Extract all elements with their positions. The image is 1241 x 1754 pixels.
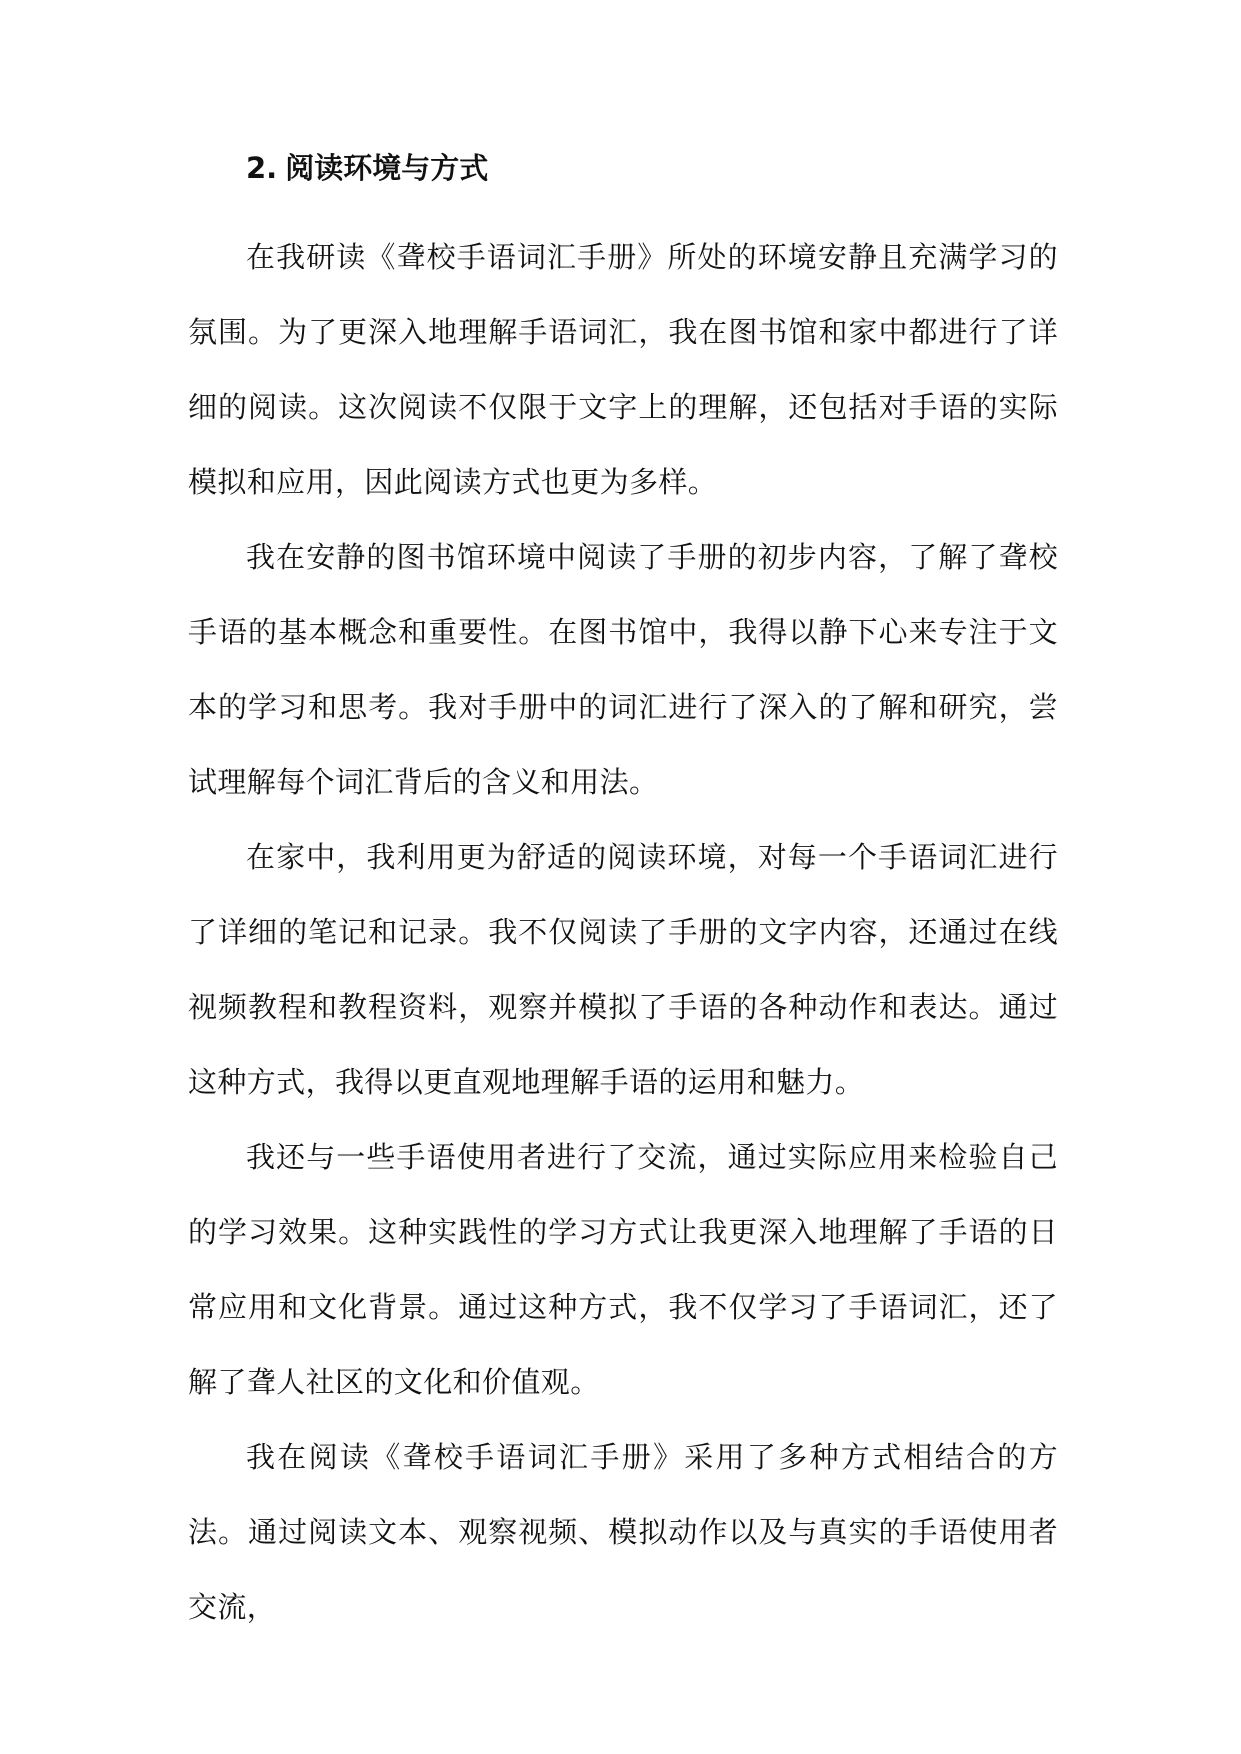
section-number: 2. xyxy=(246,151,278,185)
paragraph-2: 我在安静的图书馆环境中阅读了手册的初步内容，了解了聋校手语的基本概念和重要性。在图书馆中，我得以静下心来专注于文本的学习和思考。我对手册中的词汇进行了深入的了解和研究，尝试理解每个词汇背后的含义和用法。 xyxy=(188,540,1058,799)
section-title: 阅读环境与方式 xyxy=(285,151,489,185)
paragraph-4: 我还与一些手语使用者进行了交流，通过实际应用来检验自己的学习效果。这种实践性的学习方式让我更深入地理解了手语的日常应用和文化背景。通过这种方式，我不仅学习了手语词汇，还了解了聋人社区的文化和价值观。 xyxy=(188,1140,1058,1399)
section-heading xyxy=(246,138,1058,198)
paragraph-5: 我在阅读《聋校手语词汇手册》采用了多种方式相结合的方法。通过阅读文本、观察视频、模拟动作以及与真实的手语使用者交流， xyxy=(188,1440,1058,1624)
paragraph-3: 在家中，我利用更为舒适的阅读环境，对每一个手语词汇进行了详细的笔记和记录。我不仅阅读了手册的文字内容，还通过在线视频教程和教程资料，观察并模拟了手语的各种动作和表达。通过这种方式，我得以更直观地理解手语的运用和魅力。 xyxy=(188,840,1058,1099)
document-body xyxy=(188,138,1058,1645)
paragraph-1: 在我研读《聋校手语词汇手册》所处的环境安静且充满学习的氛围。为了更深入地理解手语词汇，我在图书馆和家中都进行了详细的阅读。这次阅读不仅限于文字上的理解，还包括对手语的实际模拟和应用，因此阅读方式也更为多样。 xyxy=(188,240,1058,499)
